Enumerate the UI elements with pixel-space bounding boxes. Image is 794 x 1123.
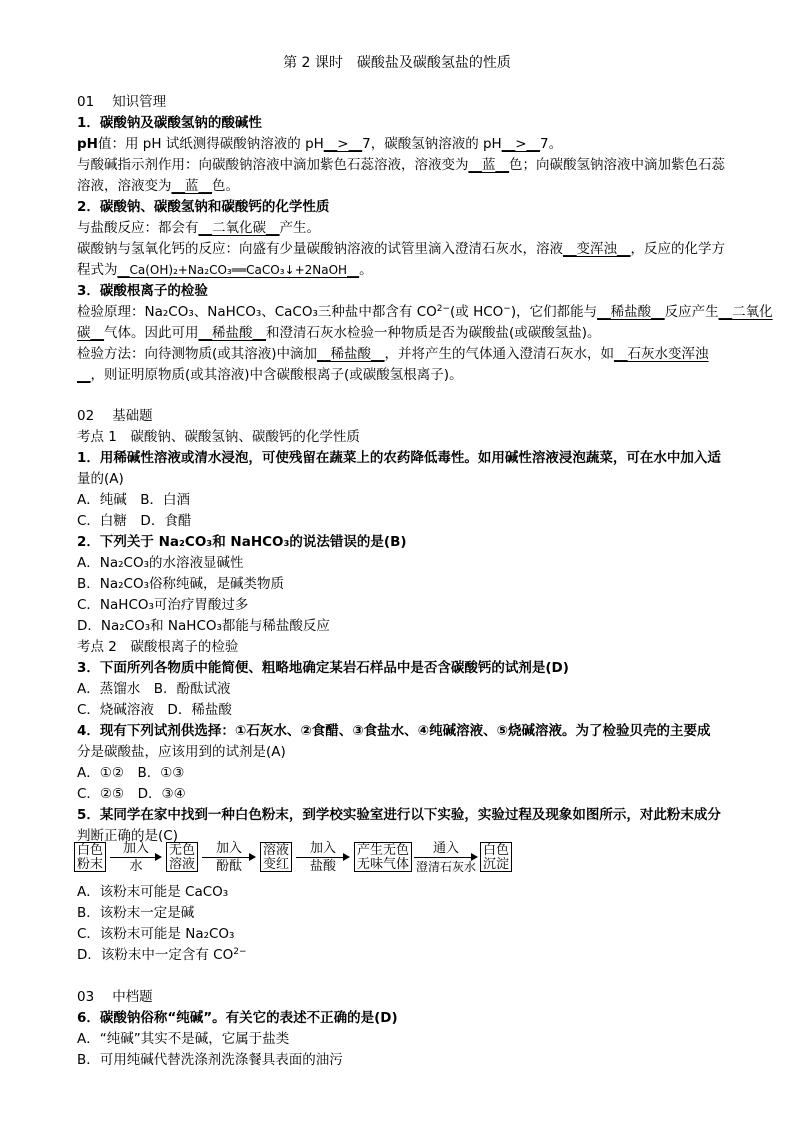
text: ，并将产生的气体通入澄清石灰水，如	[384, 346, 615, 362]
section-name: 中档题	[112, 989, 153, 1005]
flow-text: 粉末	[76, 857, 103, 872]
section-header-knowledge	[77, 92, 166, 112]
question-1-stem: 1．用稀碱性溶液或清水浸泡，可使残留在蔬菜上的农药降低毒性。如用碱性溶液浸泡蔬菜，可在水中加入适	[77, 450, 721, 466]
question-6-stem: 6．碳酸钠俗称“纯碱”。有关它的表述不正确的是(D)	[77, 1010, 398, 1026]
flow-arrow-add-phenolphthalein	[202, 842, 256, 874]
answer-blank: __二氧化碳__	[198, 220, 280, 236]
question-1-options-ab: A．纯碱 B．白酒	[77, 492, 190, 508]
knowledge-equation-line	[77, 260, 373, 280]
knowledge-indicator-line	[77, 155, 725, 175]
question-2-option-d: D．Na₂CO₃和 NaHCO₃都能与稀盐酸反应	[77, 618, 330, 634]
question-3-options-ab: A．蒸馏水 B．酚酞试液	[77, 681, 231, 697]
answer-blank: __>__	[323, 136, 363, 152]
answer-blank: __蓝__	[171, 178, 212, 194]
text: (或 HCO	[450, 304, 504, 320]
knowledge-heading-1: 1．碳酸钠及碳酸氢钠的酸碱性	[77, 115, 262, 131]
text: 7。	[540, 136, 563, 152]
flow-text: 产生无色	[356, 843, 409, 858]
arrow-head-icon	[471, 853, 478, 861]
flow-text: 溶液	[168, 857, 195, 872]
flow-text: 无味气体	[356, 857, 409, 872]
text: 色。	[212, 178, 239, 194]
topic-heading-2: 考点 2 碳酸根离子的检验	[77, 639, 239, 655]
flow-arrow-add-water	[110, 842, 162, 874]
knowledge-heading-2: 2．碳酸钠、碳酸氢钠和碳酸钙的化学性质	[77, 199, 330, 215]
flow-text: 白色	[482, 843, 509, 858]
flow-text: 变红	[262, 857, 289, 872]
question-5-stem-2: 判断正确的是(C)	[77, 828, 178, 844]
question-5-stem: 5．某同学在家中找到一种白色粉末，到学校实验室进行以下实验，实验过程及现象如图所示，对此粉末成分	[77, 807, 721, 823]
answer-blank: __二氧化	[718, 304, 773, 320]
flow-arrow-label: 盐酸	[309, 859, 336, 874]
answer-blank: __	[77, 367, 91, 383]
answer-blank: __>__	[501, 136, 541, 152]
ph-label: pH	[77, 136, 98, 152]
flow-arrow-limewater	[414, 842, 478, 874]
section-name: 基础题	[112, 408, 153, 424]
text: 产生。	[279, 220, 320, 236]
flow-box-white-powder	[74, 842, 106, 872]
text: 反应产生	[664, 304, 719, 320]
question-4-stem-2: 分是碳酸盐，应该用到的试剂是(A)	[77, 744, 286, 760]
question-3-stem: 3．下面所列各物质中能简便、粗略地确定某岩石样品中是否含碳酸钙的试剂是(D)	[77, 660, 569, 676]
text: 程式为	[77, 262, 118, 278]
knowledge-acid-line	[77, 218, 320, 238]
knowledge-principle-line-2	[77, 323, 601, 343]
flow-text: 白色	[76, 843, 103, 858]
answer-blank: __蓝__	[468, 157, 509, 173]
knowledge-ph-line	[77, 134, 562, 154]
answer-blank-equation: __Ca(OH)₂+Na₂CO₃══CaCO₃↓+2NaOH__	[117, 263, 360, 277]
answer-blank: __变浑浊__	[563, 241, 631, 257]
text: 色；向碳酸氢钠溶液中滴加紫色石蕊	[509, 157, 725, 173]
flow-arrow-label: 加入	[309, 841, 336, 856]
topic-heading-1: 考点 1 碳酸钠、碳酸氢钠、碳酸钙的化学性质	[77, 429, 360, 445]
flow-box-gas	[354, 842, 412, 872]
answer-blank: __稀盐酸__	[317, 346, 385, 362]
answer-blank: __石灰水变浑浊	[614, 346, 709, 362]
text: D．该粉末中一定含有 CO	[77, 947, 234, 963]
section-number: 01	[77, 94, 95, 110]
question-2-option-c: C．NaHCO₃可治疗胃酸过多	[77, 597, 249, 613]
flow-text: 无色	[168, 843, 195, 858]
arrow-head-icon	[155, 853, 162, 861]
flow-arrow-label: 加入	[215, 841, 242, 856]
text: 和澄清石灰水检验一种物质是否为碳酸盐(或碳酸氢盐)。	[266, 325, 601, 341]
knowledge-method-line	[77, 344, 709, 364]
arrow-head-icon	[249, 853, 256, 861]
question-5-option-b: B．该粉末一定是碱	[77, 905, 195, 921]
question-1-stem-2: 量的(A)	[77, 471, 124, 487]
section-number: 03	[77, 989, 95, 1005]
flow-arrow-label: 澄清石灰水	[415, 860, 476, 874]
flow-text: 溶液	[262, 843, 289, 858]
section-header-basic	[77, 406, 153, 426]
question-6-option-a: A．“纯碱”其实不是碱，它属于盐类	[77, 1031, 290, 1047]
answer-blank: __稀盐酸__	[198, 325, 266, 341]
arrow-line	[202, 857, 250, 858]
flow-text: 沉淀	[482, 857, 509, 872]
question-5-option-c: C．该粉末可能是 Na₂CO₃	[77, 926, 235, 942]
flow-arrow-label: 加入	[122, 841, 149, 856]
text: ，反应的化学方	[630, 241, 725, 257]
arrow-line	[110, 857, 156, 858]
text: 溶液，溶液变为	[77, 178, 172, 194]
flow-arrow-label: 通入	[432, 841, 459, 856]
answer-blank: 碳__	[77, 325, 104, 341]
section-number: 02	[77, 408, 95, 424]
flow-box-colorless-solution	[166, 842, 198, 872]
flow-arrow-add-hcl	[296, 842, 350, 874]
text: 。	[359, 262, 373, 278]
superscript: 2−	[233, 947, 247, 957]
knowledge-method-line-2	[77, 365, 463, 385]
question-2-stem: 2．下列关于 Na₂CO₃和 NaHCO₃的说法错误的是(B)	[77, 534, 407, 550]
answer-blank: __稀盐酸__	[597, 304, 665, 320]
superscript: 2−	[436, 304, 451, 314]
question-4-options-ab: A．①② B．①③	[77, 765, 185, 781]
question-2-option-a: A．Na₂CO₃的水溶液显碱性	[77, 555, 244, 571]
text: 检验方法：向待测物质(或其溶液)中滴加	[77, 346, 318, 362]
question-5-option-d	[77, 945, 247, 965]
flow-box-white-precipitate	[480, 842, 512, 872]
knowledge-indicator-line-2	[77, 176, 239, 196]
question-2-option-b: B．Na₂CO₃俗称纯碱，是碱类物质	[77, 576, 285, 592]
text: 碳酸钠与氢氧化钙的反应：向盛有少量碳酸钠溶液的试管里滴入澄清石灰水，溶液	[77, 241, 563, 257]
question-6-option-b: B．可用纯碱代替洗涤剂洗涤餐具表面的油污	[77, 1052, 343, 1068]
section-header-medium	[77, 987, 153, 1007]
knowledge-calcium-line	[77, 239, 725, 259]
superscript: −	[503, 304, 511, 314]
flow-arrow-label: 水	[129, 859, 143, 874]
text: 检验原理：Na₂CO₃、NaHCO₃、CaCO₃三种盐中都含有 CO	[77, 304, 437, 320]
page-title: 第 2 课时 碳酸盐及碳酸氢盐的性质	[283, 55, 511, 71]
question-5-option-a: A．该粉末可能是 CaCO₃	[77, 884, 229, 900]
question-4-options-cd: C．②⑤ D．③④	[77, 786, 186, 802]
flow-arrow-label: 酚酞	[215, 859, 242, 874]
question-4-stem: 4．现有下列试剂供选择：①石灰水、②食醋、③食盐水、④纯碱溶液、⑤烧碱溶液。为了检验贝壳的主要成	[77, 723, 711, 739]
section-name: 知识管理	[112, 94, 167, 110]
question-3-options-cd: C．烧碱溶液 D．稀盐酸	[77, 702, 232, 718]
knowledge-heading-3: 3．碳酸根离子的检验	[77, 283, 208, 299]
text: 与酸碱指示剂作用：向碳酸钠溶液中滴加紫色石蕊溶液，溶液变为	[77, 157, 469, 173]
text: 与盐酸反应：都会有	[77, 220, 199, 236]
arrow-head-icon	[343, 853, 350, 861]
text: 7，碳酸氢钠溶液的 pH	[362, 136, 502, 152]
text: )，它们都能与	[510, 304, 598, 320]
arrow-line	[414, 857, 472, 858]
text: ，则证明原物质(或其溶液)中含碳酸根离子(或碳酸氢根离子)。	[90, 367, 463, 383]
text: 气体。因此可用	[104, 325, 199, 341]
question-1-options-cd: C．白糖 D．食醋	[77, 513, 192, 529]
knowledge-principle-line	[77, 302, 773, 322]
arrow-line	[296, 857, 344, 858]
flow-box-solution-red	[260, 842, 292, 872]
text: 值：用 pH 试纸测得碳酸钠溶液的 pH	[97, 136, 324, 152]
